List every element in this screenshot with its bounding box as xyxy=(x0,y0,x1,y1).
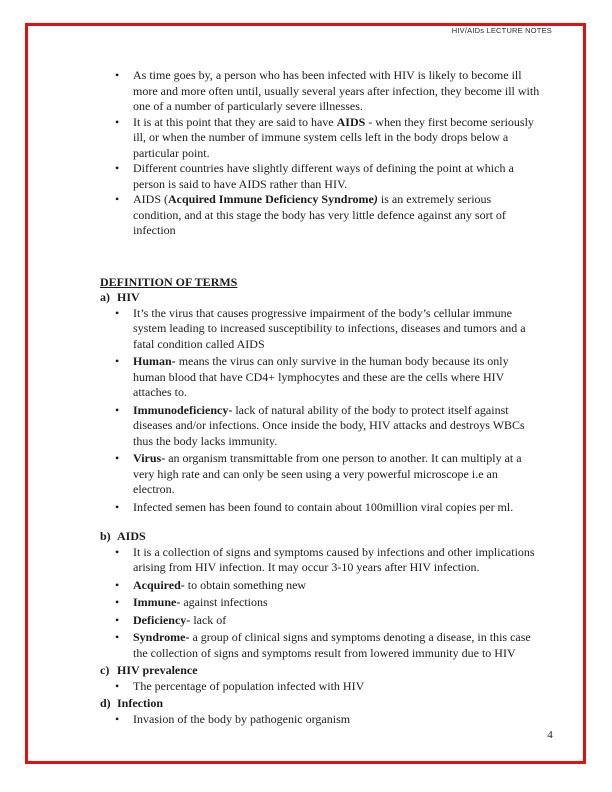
document-content xyxy=(0,68,612,729)
bullet-text xyxy=(133,403,541,450)
bullet-marker: • xyxy=(115,451,120,465)
text-segment: Acquired Immune Deficiency Syndrome xyxy=(168,192,374,206)
term-section xyxy=(0,290,612,515)
text-segment: - when they first become seriously ill, or when the number of immune system cells left in the body drops below a particular point. xyxy=(133,114,534,160)
text-segment: It is at this point that they are said to have xyxy=(133,114,337,129)
intro-bullet-list xyxy=(0,68,612,239)
text-segment: ) xyxy=(373,192,378,206)
text-segment: It is a collection of signs and symptoms caused by infections and other implications arising from HIV infection. It may occur 3-10 years after HIV infection. xyxy=(133,544,535,574)
bullet-marker: • xyxy=(115,114,120,129)
text-segment: Human- xyxy=(133,354,176,368)
term-bullet-item xyxy=(115,451,612,498)
text-segment: Virus- xyxy=(133,451,166,465)
term-bullet-list xyxy=(0,306,612,516)
bullet-marker: • xyxy=(115,711,120,726)
text-segment: Immune- xyxy=(133,595,181,609)
term-heading-row xyxy=(100,663,612,679)
term-heading-row xyxy=(100,290,612,306)
bullet-marker: • xyxy=(115,630,120,644)
bullet-marker: • xyxy=(115,192,120,206)
text-segment: Immunodeficiency- xyxy=(133,402,233,417)
term-bullet-item xyxy=(115,500,612,516)
bullet-text xyxy=(133,354,541,401)
term-title: HIV xyxy=(117,290,140,304)
bullet-text xyxy=(133,161,541,192)
term-heading-row xyxy=(100,696,612,712)
term-section xyxy=(0,529,612,661)
bullet-text xyxy=(133,115,541,162)
bullet-text xyxy=(133,545,541,576)
bullet-text xyxy=(133,595,541,611)
term-letter-label: c) xyxy=(100,663,110,677)
term-bullet-item xyxy=(115,545,612,576)
intro-bullet-item xyxy=(115,192,612,239)
bullet-marker: • xyxy=(115,68,120,82)
term-bullet-item xyxy=(115,578,612,594)
text-segment: to obtain something new xyxy=(184,577,307,592)
text-segment: Infected semen has been found to contain about 100million viral copies per ml. xyxy=(133,499,514,514)
text-segment: Syndrome- xyxy=(133,630,190,644)
text-segment: is an extremely serious condition, and at this stage the body has very little defence against any sort of infection xyxy=(133,192,506,237)
page-number: 4 xyxy=(547,729,553,741)
term-bullet-item xyxy=(115,613,612,629)
text-segment: Invasion of the body by pathogenic organism xyxy=(133,711,351,726)
term-bullet-item xyxy=(115,595,612,611)
text-segment: Acquired- xyxy=(133,577,185,592)
text-segment: AIDS xyxy=(336,114,366,129)
bullet-marker: • xyxy=(115,161,120,175)
bullet-marker: • xyxy=(115,612,120,627)
bullet-text xyxy=(133,679,541,695)
intro-bullet-item xyxy=(115,68,612,115)
term-title: Infection xyxy=(117,696,163,710)
bullet-marker: • xyxy=(115,577,120,592)
term-bullet-item xyxy=(115,712,612,728)
term-letter-label: b) xyxy=(100,529,111,543)
text-segment: Deficiency- xyxy=(133,612,191,627)
bullet-text xyxy=(133,306,541,353)
intro-bullet-item xyxy=(115,161,612,192)
bullet-text xyxy=(133,451,541,498)
text-segment: a group of clinical signs and symptoms denoting a disease, in this case the collection of signs and symptoms result from lowered immunity due to HIV xyxy=(133,630,531,660)
bullet-marker: • xyxy=(115,544,120,559)
term-letter-label: a) xyxy=(100,290,110,304)
document-header-title: HIV/AIDs LECTURE NOTES xyxy=(451,26,552,35)
text-segment: an organism transmittable from one person to another. It can multiply at a very high rate and can only be seen using a very powerful microscope i.e an electron. xyxy=(133,451,522,496)
text-segment: As time goes by, a person who has been infected with HIV is likely to become ill more and more often until, usually several years after infection, they become ill with one of a number of particularly severe illnesses. xyxy=(133,68,540,113)
term-bullet-item xyxy=(115,679,612,695)
term-bullet-item xyxy=(115,306,612,353)
bullet-marker: • xyxy=(115,354,120,368)
term-bullet-list xyxy=(0,679,612,695)
term-bullet-item xyxy=(115,354,612,401)
term-title: AIDS xyxy=(117,529,146,543)
text-segment: against infections xyxy=(180,595,268,609)
terms-list xyxy=(0,290,612,727)
bullet-text xyxy=(133,712,541,728)
term-heading-row xyxy=(100,529,612,545)
intro-bullet-item xyxy=(115,115,612,162)
term-section xyxy=(0,663,612,694)
text-segment: It’s the virus that causes progressive impairment of the body’s cellular immune system leading to increased susceptibility to infections, diseases and tumors and a fatal condition called AIDS xyxy=(133,305,526,351)
term-title: HIV prevalence xyxy=(117,663,198,677)
bullet-marker: • xyxy=(115,402,120,417)
bullet-text xyxy=(133,500,541,516)
bullet-text xyxy=(133,578,541,594)
bullet-marker: • xyxy=(115,499,120,514)
definitions-heading: DEFINITION OF TERMS xyxy=(100,274,238,289)
text-segment: AIDS ( xyxy=(133,192,168,206)
bullet-text xyxy=(133,68,541,115)
term-section xyxy=(0,696,612,727)
text-segment: means the virus can only survive in the human body because its only human blood that have CD4+ lymphocytes and these are the cells where HIV attaches to. xyxy=(133,354,509,399)
term-bullet-list xyxy=(0,712,612,728)
bullet-marker: • xyxy=(115,595,120,609)
text-segment: Different countries have slightly different ways of defining the point at which a person is said to have AIDS rather than HIV. xyxy=(133,161,514,191)
text-segment: The percentage of population infected with HIV xyxy=(133,678,365,693)
term-letter-label: d) xyxy=(100,696,111,710)
bullet-marker: • xyxy=(115,678,120,693)
text-segment: lack of natural ability of the body to protect itself against diseases and/or infections. Once inside the body, HIV attacks and destroys WBCs thus the body lacks immunity. xyxy=(133,402,525,448)
bullet-text xyxy=(133,630,541,661)
term-bullet-list xyxy=(0,545,612,662)
term-bullet-item xyxy=(115,403,612,450)
term-bullet-item xyxy=(115,630,612,661)
bullet-text xyxy=(133,613,541,629)
bullet-marker: • xyxy=(115,305,120,320)
bullet-text xyxy=(133,192,541,239)
text-segment: lack of xyxy=(190,612,227,627)
